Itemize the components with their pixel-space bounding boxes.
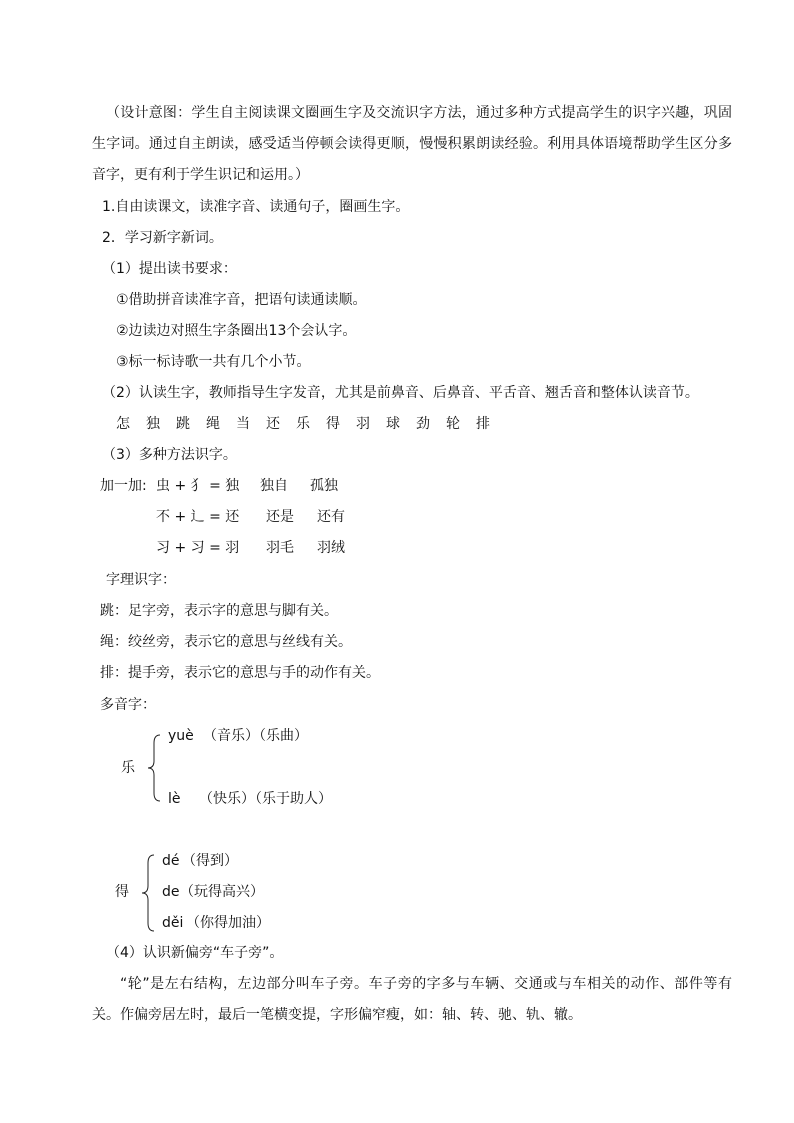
character: 得	[326, 416, 340, 432]
polyphone-pinyin: děi	[162, 915, 184, 931]
character: 怎	[116, 416, 130, 432]
radical-line: 跳：足字旁，表示字的意思与脚有关。	[100, 603, 338, 619]
sub-1-title: （1）提出读书要求：	[102, 261, 237, 277]
character: 跳	[176, 416, 190, 432]
polyphone-char-de: 得	[115, 884, 129, 900]
add-word: 孤独	[310, 478, 338, 494]
polyphone-words: （快乐）（乐于助人）	[199, 791, 332, 807]
polyphone-words: （得到）	[182, 853, 238, 869]
polyphone-pinyin: de	[162, 884, 180, 900]
polyphone-words: （音乐）（乐曲）	[203, 728, 308, 744]
sub-3-title: （3）多种方法识字。	[102, 447, 237, 463]
add-word: 羽绒	[317, 540, 345, 556]
character: 劲	[416, 416, 430, 432]
car-radical-text: “轮”是左右结构，左边部分叫车子旁。车子旁的字多与车辆、交通或与车相关的动作、部件等有关。作偏旁居左时，最后一笔横变提，字形偏窄瘦，如：轴、转、驰、轨、辙。	[92, 976, 732, 1023]
sub-2-title: （2）认读生字，教师指导生字发音，尤其是前鼻音、后鼻音、平舌音、翘舌音和整体认读音节。	[102, 385, 699, 401]
polyphone-title: 多音字：	[100, 697, 156, 713]
requirement-1: ①借助拼音读准字音，把语句读通读顺。	[116, 292, 367, 308]
polyphone-pinyin: dé	[162, 853, 180, 869]
polyphone-pinyin: yuè	[168, 728, 194, 744]
character: 当	[236, 416, 250, 432]
step-2: 2．学习新字新词。	[102, 230, 223, 246]
polyphone-words: （玩得高兴）	[180, 884, 264, 900]
add-word: 独自	[260, 478, 288, 494]
character: 排	[476, 416, 490, 432]
curly-brace-icon	[138, 853, 158, 933]
character: 乐	[296, 416, 310, 432]
car-radical-paragraph	[92, 969, 732, 1031]
new-characters-list	[116, 413, 506, 435]
add-word: 羽毛	[266, 540, 294, 556]
character: 绳	[206, 416, 220, 432]
character: 轮	[446, 416, 460, 432]
add-method-label: 加一加:	[100, 478, 147, 494]
step-1: 1.自由读课文，读准字音、读通句子，圈画生字。	[102, 199, 410, 215]
design-intent-text: （设计意图：学生自主阅读课文圈画生字及交流识字方法，通过多种方式提高学生的识字兴趣，巩固生字词。通过自主朗读，感受适当停顿会读得更顺，慢慢积累朗读经验。利用具体语境帮助学生区分多音字，更有利于学生识记和运用。）	[92, 105, 732, 183]
add-formula: 习 + 习 = 羽	[156, 540, 240, 556]
requirement-2: ②边读边对照生字条圈出13个会认字。	[116, 323, 357, 339]
requirement-3: ③标一标诗歌一共有几个小节。	[116, 354, 311, 370]
curly-brace-icon	[144, 733, 164, 803]
add-formula: 不 + 辶 = 还	[156, 509, 240, 525]
add-formula: 虫 + 犭 = 独	[156, 478, 240, 494]
character: 独	[146, 416, 160, 432]
character: 羽	[356, 416, 370, 432]
add-word: 还是	[266, 509, 294, 525]
polyphone-words: （你得加油）	[186, 915, 270, 931]
sub-4-title: （4）认识新偏旁“车子旁”。	[106, 945, 284, 961]
add-word: 还有	[317, 509, 345, 525]
radical-line: 绳：绞丝旁，表示它的意思与丝线有关。	[100, 634, 352, 650]
radical-title: 字理识字：	[106, 572, 176, 588]
radical-line: 排：提手旁，表示它的意思与手的动作有关。	[100, 665, 380, 681]
polyphone-pinyin: lè	[168, 791, 181, 807]
character: 球	[386, 416, 400, 432]
character: 还	[266, 416, 280, 432]
polyphone-char-le: 乐	[121, 760, 135, 776]
design-intent-paragraph	[92, 98, 732, 191]
